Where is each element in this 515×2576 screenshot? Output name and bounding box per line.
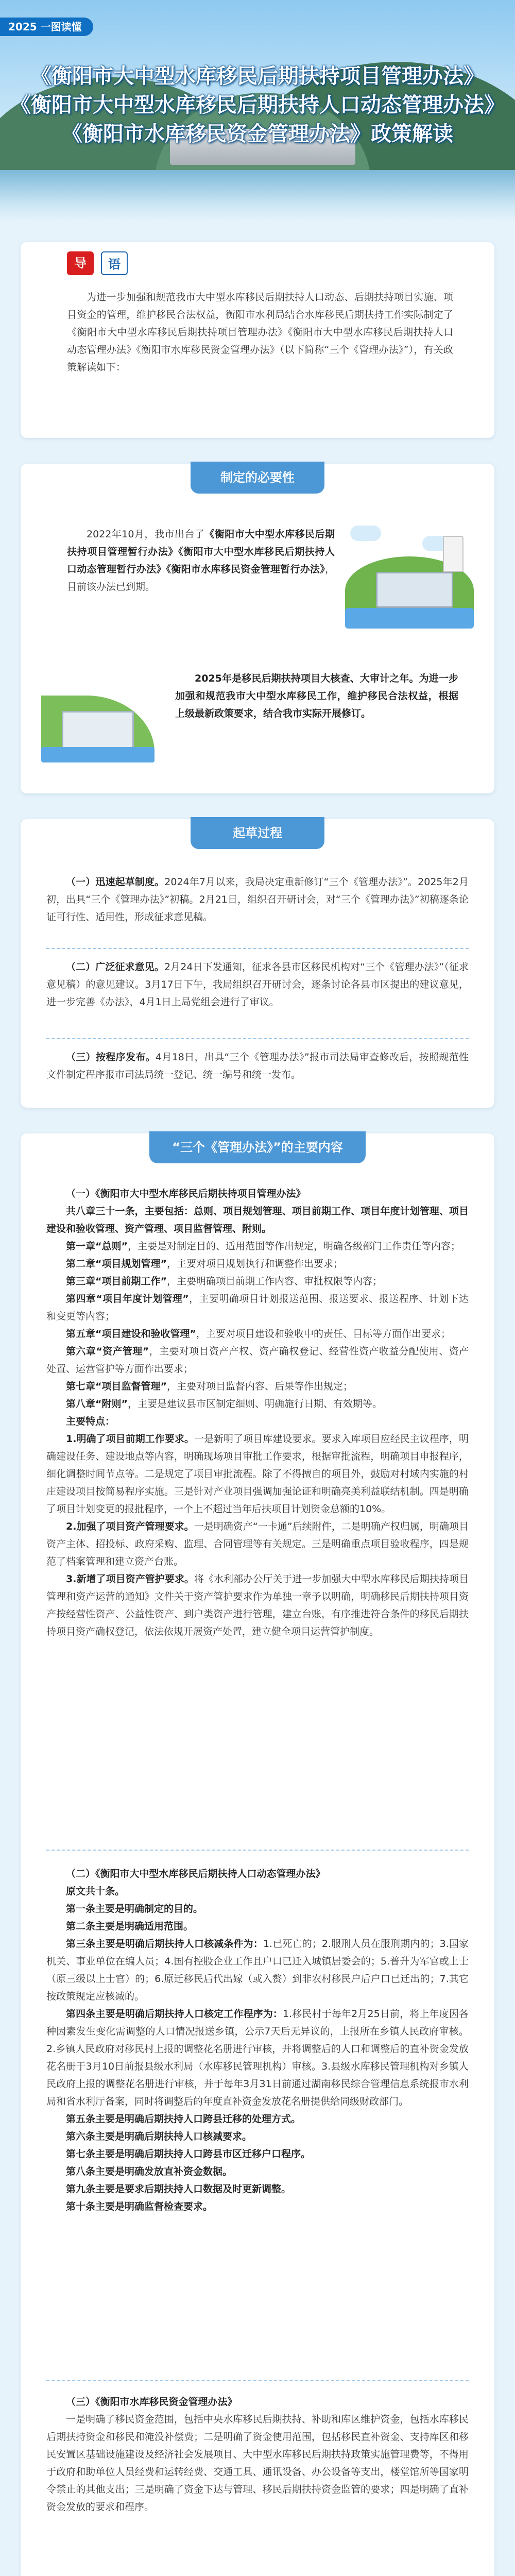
tower-shape [443, 536, 464, 572]
necessity-text: 2022年10月，我市出台了 [87, 529, 205, 540]
step-text: 2024年7月以来，我局决定重新修订“三个《管理办法》”。2025年2月初，出具“三个《管理办法》”初稿。2月21日，组织召开研讨会，对“三个《管理办法》”初稿逐条论证可行性、适用性，形成征求意见稿。 [46, 876, 469, 923]
list-item [46, 1343, 469, 1378]
dam-illustration [345, 526, 474, 629]
item-heading: 共八章三十一条，主要包括：总则、项目规划管理、项目前期工作、项目年度计划管理、项目建设和验收管理、资产管理、项目监督管理、附则。 [46, 1206, 469, 1234]
section-heading: 制定的必要性 [191, 462, 324, 494]
list-item [46, 1395, 469, 1413]
item-heading: 第五章“项目建设和验收管理” [66, 1328, 196, 1340]
step-title: （三）按程序发布。 [66, 1052, 156, 1063]
list-item [46, 1900, 469, 1918]
item-heading: 3.新增了项目资产管护要求。 [66, 1573, 194, 1585]
intro-badge-char: 导 [67, 251, 94, 275]
item-heading: 第四条主要是明确后期扶持人口核定工作程序为： [66, 2008, 283, 2020]
item-text: 将《水利部办公厅关于进一步加强大中型水库移民后期扶持项目管理和资产运营的通知》文件关于资产管护要求作为单独一章予以明确，明确移民后期扶持项目资产按经营性资产、公益性资产、到户类资产进行管理，建立台账，有序推进符合条件的移民后期扶持项目资产确权登记，依法依规开展资产处置，建立健全项目运营管护制度。 [46, 1573, 469, 1637]
item-heading: 第七章“项目监督管理” [66, 1381, 167, 1392]
item-heading: 第十条主要是明确监督检查要求。 [66, 2201, 213, 2212]
item-heading: 第三条主要是明确后期扶持人口核减条件为： [66, 1938, 263, 1950]
header-tag: 2025 一图读懂 [0, 18, 93, 36]
intro-text: 为进一步加强和规范我市大中型水库移民后期扶持人口动态、后期扶持项目实施、项目资金的管理，维护移民合法权益，衡阳市水利局结合水库移民后期扶持工作实际制定了《衡阳市大中型水库移民后期扶持项目管理办法》《衡阳市大中型水库移民后期扶持人口动态管理办法》《衡阳市水库移民资金管理办法》（以下简称“三个《管理办法》”），有关政策解读如下： [67, 292, 453, 373]
list-item [46, 2128, 469, 2145]
item-heading: 第一条主要是明确制定的目的。 [66, 1903, 203, 1914]
item-heading: 2.加强了项目资产管理要求。 [66, 1521, 194, 1532]
water-shape [41, 747, 154, 762]
process-step-3 [46, 1048, 469, 1083]
step-text: 4月18日，出具“三个《管理办法》”报市司法局审查修改后，按照规范性文件制定程序报市司法局统一登记、统一编号和统一发布。 [46, 1052, 469, 1080]
step-title: （一）迅速起草制度。 [66, 876, 165, 888]
item-text: ，主要是对制定目的、适用范围等作出规定，明确各级部门工作责任等内容； [127, 1241, 460, 1252]
divider [46, 948, 469, 949]
dam-wall-shape [62, 711, 134, 752]
list-item [46, 1883, 469, 1900]
dam-shape [376, 572, 453, 608]
necessity-paragraph-1 [67, 526, 335, 596]
item-heading: 第二条主要是明确适用范围。 [66, 1921, 194, 1932]
hero-banner [0, 0, 515, 222]
item-text: 1.已死亡的；2.服刑人员在服刑期内的；3.国家机关、事业单位在编人员；4.国有控股企业工作且户口已迁入城镇居委会的；5.普升为军官或上士（原三级以上士官）的；6.原迁移民后代出嫁（或入赘）到非农村移民户后户口已迁出的；7.其它按政策规定应核减的。 [46, 1938, 469, 2002]
fund-management-section [46, 2393, 469, 2516]
list-item [46, 1202, 469, 1238]
subsection-title: （一）《衡阳市大中型水库移民后期扶持项目管理办法》 [66, 1188, 306, 1199]
divider [46, 2380, 469, 2381]
list-item [46, 1290, 469, 1325]
page-title [0, 62, 515, 148]
cloud-icon [350, 526, 381, 541]
reservoir-water [0, 170, 515, 222]
list-item [46, 1325, 469, 1343]
intro-badge [67, 251, 128, 275]
divider [46, 1850, 469, 1851]
list-item [46, 1238, 469, 1255]
intro-badge-char: 语 [101, 251, 128, 275]
project-management-section [46, 1185, 469, 1640]
list-item [46, 1430, 469, 1518]
intro-card [21, 242, 494, 438]
item-heading: 1.明确了项目前期工作要求。 [66, 1433, 194, 1445]
fund-management-text: 一是明确了移民资金范围，包括中央水库移民后期扶持、补助和库区维护资金，包括水库移民后期扶持资金和移民和淹没补偿费；二是明确了资金使用范围，包括移民直补资金、支持库区和移民安置区基础设施建设及经济社会发展项目、大中型水库移民后期扶持政策实施管理费等，不得用于政府和助单位人员经费和运转经费、交通工具、通讯设备、办公设备等支出，楼堂馆所等国家明令禁止的其他支出；三是明确了资金下达与管理、移民后期扶持资金监管的要求；四是明确了直补资金发放的要求和程序。 [46, 2414, 469, 2513]
list-item [46, 1413, 469, 1430]
process-step-1 [46, 873, 469, 926]
list-item [46, 2005, 469, 2110]
section-heading: “三个《管理办法》”的主要内容 [149, 1131, 366, 1163]
item-text: ，主要对项目监督内容、后果等作出规定； [166, 1381, 353, 1392]
list-item [46, 2180, 469, 2198]
list-item [46, 1918, 469, 1935]
necessity-text: ，目前该办法已到期。 [67, 564, 335, 592]
item-heading: 第五条主要是明确后期扶持人口跨县迁移的处理方式。 [66, 2113, 301, 2125]
list-item [46, 1518, 469, 1570]
step-title: （二）广泛征求意见。 [66, 961, 164, 973]
item-heading: 第四章“项目年度计划管理” [66, 1293, 189, 1304]
item-text: ，主要对项目规划执行和调整作出要求； [166, 1258, 343, 1269]
list-item [46, 1273, 469, 1290]
subsection-title: （三）《衡阳市水库移民资金管理办法》 [66, 2396, 237, 2408]
necessity-card [21, 464, 494, 793]
title-line-3: 《衡阳市水库移民资金管理办法》政策解读 [62, 122, 453, 146]
list-item [46, 1935, 469, 2005]
population-management-section [46, 1865, 469, 2215]
list-item [46, 1570, 469, 1640]
item-text: ，主要是建议县市区制定细则、明确施行日期、有效期等。 [127, 1398, 382, 1410]
item-heading: 原文共十条。 [66, 1886, 125, 1897]
list-item [46, 2163, 469, 2180]
river-shape [345, 608, 474, 629]
necessity-documents: 《衡阳市大中型水库移民后期扶持项目管理暂行办法》《衡阳市大中型水库移民后期扶持人口动态管理暂行办法》《衡阳市水库移民资金管理暂行办法》 [67, 529, 335, 575]
process-card [21, 819, 494, 1108]
item-text: ，主要对项目资产产权、资产确权登记、经营性资产收益分配使用、资产处置、运营管护等方面作出要求； [46, 1346, 469, 1375]
item-heading: 第七条主要是明确后期扶持人口跨县市区迁移户口程序。 [66, 2148, 311, 2160]
item-heading: 第二章“项目规划管理” [66, 1258, 167, 1269]
item-text: 一是新明了项目库建设要求。要求入库项目应经民主议程序，明确建设任务、建设地点等内容，明确现场项目审批工作要求，根据审批流程，明确项目申报程序，细化调整时间节点等。二是规定了项目审批流程。除了不得擅自的项目外，鼓励对村域内实施的村庄建设项目按简易程序实施。三是针对产业项目强调加强论证和明确亮美利益联结机制。四是明确了项目计划变更的报批程序，一个上不超过当年后扶项目计划资金总额的10%。 [46, 1433, 469, 1515]
reservoir-illustration [41, 675, 154, 762]
item-heading: 第六条主要是明确后期扶持人口核减要求。 [66, 2131, 252, 2142]
item-heading: 第九条主要是要求后期扶持人口数据及时更新调整。 [66, 2183, 291, 2195]
title-line-2: 《衡阳市大中型水库移民后期扶持人口动态管理办法》 [10, 93, 505, 117]
main-content-card [21, 1133, 494, 2576]
item-text: ，主要对项目建设和验收中的责任、目标等方面作出要求； [196, 1328, 451, 1340]
item-heading: 第八条主要是明确发放直补资金数据。 [66, 2166, 233, 2177]
title-line-1: 《衡阳市大中型水库移民后期扶持项目管理办法》 [31, 64, 484, 88]
list-item [46, 1378, 469, 1395]
subsection-title: （二）《衡阳市大中型水库移民后期扶持人口动态管理办法》 [66, 1868, 325, 1879]
list-item [46, 2110, 469, 2128]
item-heading: 第一章“总则” [66, 1241, 128, 1252]
list-item [46, 1255, 469, 1273]
item-text: ，主要明确项目计划报送范围、报送要求、报送程序、计划下达和变更等内容； [46, 1293, 469, 1322]
list-item [46, 2145, 469, 2163]
necessity-paragraph-2: 2025年是移民后期扶持项目大核查、大审计之年。为进一步加强和规范我市大中型水库移民工作，维护移民合法权益，根据上级最新政策要求，结合我市实际开展修订。 [175, 673, 458, 719]
item-heading: 第三章“项目前期工作” [66, 1276, 167, 1287]
item-text: ，主要明确项目前期工作内容、审批权限等内容； [166, 1276, 382, 1287]
divider [46, 1038, 469, 1039]
item-heading: 第八章“附则” [66, 1398, 128, 1410]
item-heading: 主要特点： [66, 1416, 115, 1427]
section-heading: 起草过程 [191, 817, 324, 849]
process-step-2 [46, 958, 469, 1011]
list-item [46, 2198, 469, 2215]
item-heading: 第六章“资产管理” [66, 1346, 149, 1357]
item-text: 一是明确资产“一卡通”后续附件，二是明确产权归属，明确项目资产主体、招投标、政府采购、监理、合同管理等有关规定。三是明确重点项目验收程序，四是规范了档案管理和建立资产台账。 [46, 1521, 469, 1567]
step-text: 2月24日下发通知，征求各县市区移民机构对“三个《管理办法》”（征求意见稿）的意见建议。3月17日下午，我局组织召开研讨会，逐条讨论各县市区提出的建议意见，进一步完善《办法》，4月1日上局党组会进行了审议。 [46, 961, 469, 1008]
project-management-list [46, 1202, 469, 1640]
item-text: 1.移民村于每年2月25日前，将上年度因各种因素发生变化需调整的人口情况报送乡镇，公示7天后无异议的，上报所在乡镇人民政府审核。2.乡镇人民政府对移民村上报的调整花名册进行审核，并将调整后的人口和调整后的直补资金发放花名册于3月10日前报县级水利局（水库移民管理机构）审核。3.县级水库移民管理机构对乡镇人民政府上报的调整花名册进行审核，并于每年3月31日前通过湖南移民综合管理信息系统报市水利局和省水利厅备案，同时将调整后的年度直补资金发放花名册提供给同级财政部门。 [46, 2008, 469, 2107]
